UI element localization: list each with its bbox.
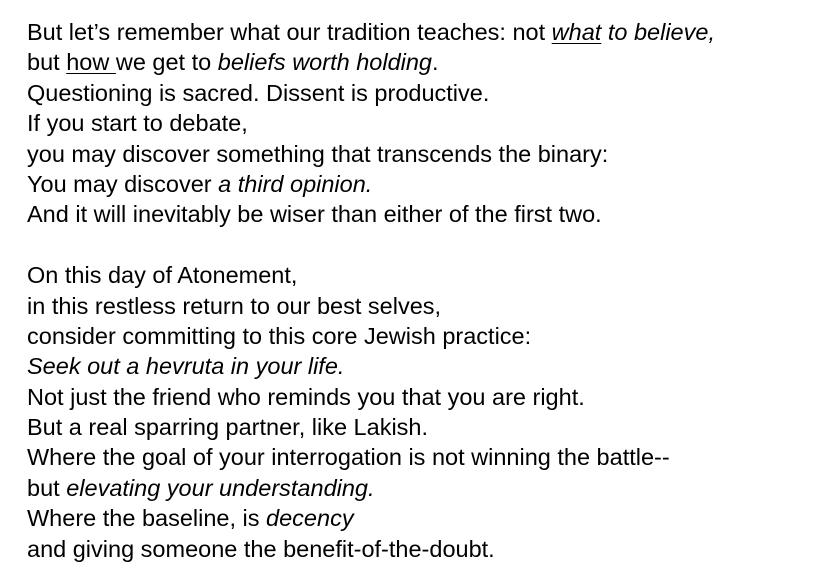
text-line: in this restless return to our best selves, xyxy=(27,292,442,319)
document-page xyxy=(27,17,817,564)
text-line: Seek out a hevruta in your life. xyxy=(27,353,345,380)
stanza-break xyxy=(27,230,817,260)
text-run: But let’s remember what our tradition teaches: not xyxy=(27,19,552,45)
text-run: but xyxy=(27,474,67,501)
text-line xyxy=(27,17,817,47)
text-line xyxy=(27,473,817,503)
text-line: and giving someone the benefit-of-the-doubt. xyxy=(27,535,495,562)
text-line: Where the goal of your interrogation is not winning the battle-- xyxy=(27,444,670,471)
text-run: . xyxy=(432,49,439,76)
text-line: Not just the friend who reminds you that you are right. xyxy=(27,383,585,410)
text-line: you may discover something that transcends the binary: xyxy=(27,140,609,167)
text-line: And it will inevitably be wiser than either of the first two. xyxy=(27,201,602,228)
emphasis-text: decency xyxy=(266,505,354,532)
text-run: we get to xyxy=(115,49,218,76)
emphasis-text: beliefs worth holding xyxy=(217,49,432,76)
underlined-text: how xyxy=(66,49,116,76)
text-line xyxy=(27,47,817,77)
text-line: Questioning is sacred. Dissent is productive. xyxy=(27,79,490,106)
text-line: consider committing to this core Jewish practice: xyxy=(27,322,532,349)
text-line xyxy=(27,169,817,199)
emphasis-text: elevating your understanding. xyxy=(66,474,375,501)
text-line: If you start to debate, xyxy=(27,110,248,137)
text-run: but xyxy=(27,49,67,76)
text-line: But a real sparring partner, like Lakish. xyxy=(27,414,429,441)
text-line: On this day of Atonement, xyxy=(27,262,298,289)
text-line xyxy=(27,503,817,533)
text-run: You may discover xyxy=(27,170,219,197)
emphasis-underlined-text: what xyxy=(551,19,602,45)
text-run: Where the baseline, is xyxy=(27,505,267,532)
emphasis-text: to believe, xyxy=(601,19,715,45)
emphasis-text: a third opinion. xyxy=(218,170,373,197)
